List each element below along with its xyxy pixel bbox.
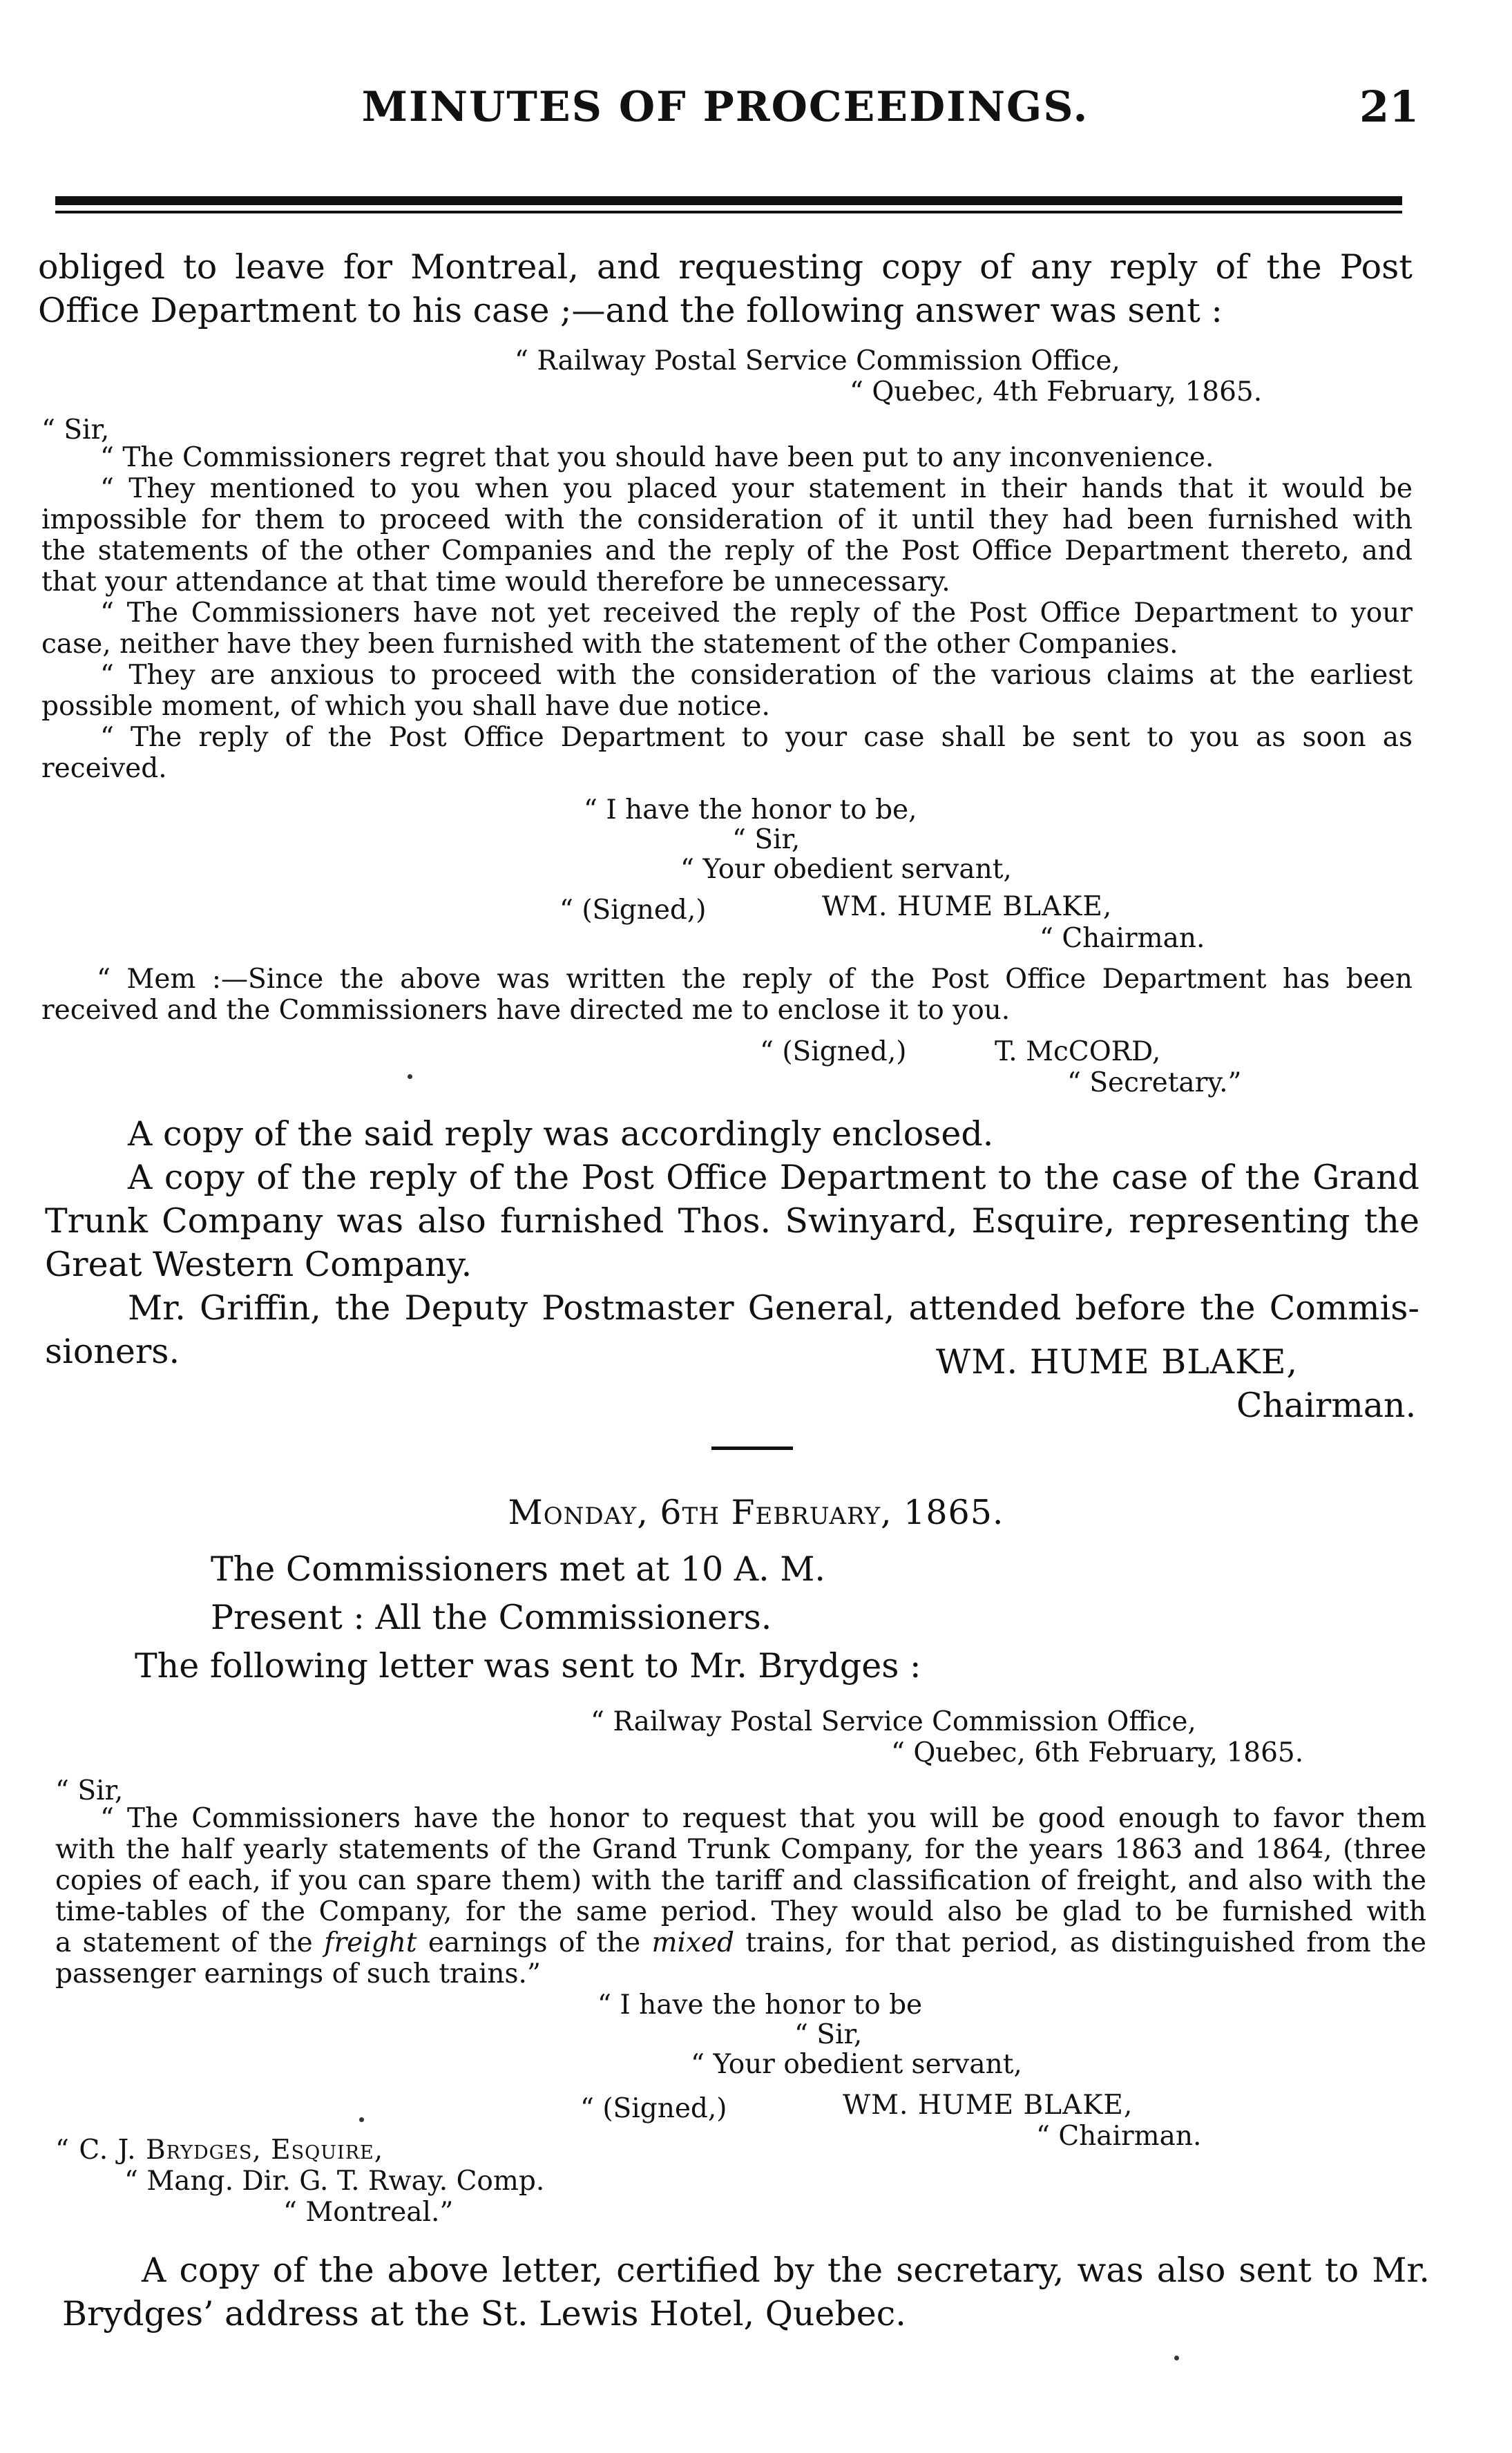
- final-line: A copy of the above letter, certified by the secretary, was also sent to Mr.: [142, 2251, 1430, 2290]
- letter-body-line: “ They mentioned to you when you placed your statement in their hands that it would be: [100, 473, 1413, 504]
- letter2-body-line: time-tables of the Company, for the same period. They would also be glad to be furnished with: [55, 1896, 1426, 1927]
- print-speck: [1174, 2356, 1179, 2360]
- memo: [41, 964, 1413, 1026]
- letter2-body-line: with the half yearly statements of the Grand Trunk Company, for the years 1863 and 1864, (three: [55, 1834, 1426, 1865]
- page-number: 21: [1359, 82, 1419, 132]
- memo-signed-label: “ (Signed,): [760, 1036, 907, 1067]
- letter2-salutation: “ Sir,: [55, 1775, 124, 1806]
- paragraph-line: Trunk Company was also furnished Thos. Swinyard, Esquire, representing the: [45, 1201, 1419, 1241]
- letter-body-line: “ They are anxious to proceed with the consideration of the various claims at the earliest: [100, 660, 1413, 691]
- letter-body-line: impossible for them to proceed with the consideration of it until they had been furnished with: [41, 504, 1413, 535]
- paragraph-line: A copy of the reply of the Post Office Department to the case of the Grand: [128, 1158, 1419, 1197]
- text-line: obliged to leave for Montreal, and requesting copy of any reply of the Post: [38, 247, 1413, 287]
- letter-body-line: “ The reply of the Post Office Department to your case shall be sent to you as soon as: [100, 722, 1413, 753]
- letter2-body-line-emphasis: [55, 1927, 1426, 1958]
- paragraph-line: sioners.: [45, 1332, 180, 1371]
- chairman-title: Chairman.: [1236, 1386, 1417, 1425]
- letter-body: [41, 442, 1413, 784]
- addressee-line: “ Montreal.”: [283, 2197, 454, 2228]
- paragraph-line: A copy of the said reply was accordingly enclosed.: [128, 1114, 994, 1154]
- meeting-line: The Commissioners met at 10 A. M.: [211, 1549, 825, 1589]
- letter-body-line: received.: [41, 753, 167, 784]
- text-span: trains, for that period, as distinguished from the: [745, 1927, 1427, 1958]
- letter2-signatory: WM. HUME BLAKE,: [843, 2090, 1133, 2121]
- letter-salutation: “ Sir,: [41, 414, 110, 446]
- print-speck: [359, 2117, 364, 2122]
- letter-date-line: “ Quebec, 4th February, 1865.: [850, 376, 1263, 408]
- letter-body-line: case, neither have they been furnished with the statement of the other Companies.: [41, 629, 1178, 660]
- memo-line: “ Mem :—Since the above was written the reply of the Post Office Department has been: [97, 964, 1413, 995]
- letter-closing-line: “ I have the honor to be,: [584, 794, 917, 825]
- letter2-closing-line: “ Your obedient servant,: [691, 2049, 1022, 2080]
- date-heading: Monday, 6th February, 1865.: [508, 1493, 1004, 1532]
- letter2-signed-label: “ (Signed,): [580, 2093, 727, 2124]
- chairman-signature: WM. HUME BLAKE,: [936, 1342, 1299, 1382]
- section-divider: [711, 1447, 793, 1450]
- letter2-closing-line: “ I have the honor to be: [597, 1989, 923, 2021]
- letter-office-line: “ Railway Postal Service Commission Office,: [515, 345, 1120, 376]
- letter-body-line: that your attendance at that time would therefore be unnecessary.: [41, 566, 950, 598]
- letter-closing-line: “ Sir,: [732, 824, 801, 855]
- header-rule-thin: [55, 211, 1402, 213]
- signatory-name: WM. HUME BLAKE,: [822, 891, 1113, 922]
- minutes-paragraphs: [45, 1112, 1419, 1373]
- letter2-body: [55, 1803, 1426, 1989]
- header-rule: [55, 196, 1402, 205]
- text-span: earnings of the: [428, 1927, 641, 1958]
- letter2-body-line: “ The Commissioners have the honor to request that you will be good enough to favor them: [100, 1803, 1426, 1834]
- intro-paragraph: [38, 245, 1413, 332]
- print-speck: [408, 1074, 412, 1079]
- paragraph-line: Great Western Company.: [45, 1245, 472, 1284]
- emphasis-mixed: mixed: [651, 1927, 734, 1958]
- letter2-office-line: “ Railway Postal Service Commission Office,: [591, 1706, 1196, 1737]
- letter-sent-line: The following letter was sent to Mr. Brydges :: [135, 1646, 921, 1686]
- letter2-body-line: copies of each, if you can spare them) with the tariff and classification of freight, and also with the: [55, 1865, 1426, 1896]
- memo-signatory: T. McCORD,: [995, 1036, 1161, 1067]
- letter2-closing-line: “ Sir,: [794, 2019, 863, 2050]
- letter-body-line: possible moment, of which you shall have due notice.: [41, 691, 770, 722]
- final-line: Brydges’ address at the St. Lewis Hotel, Quebec.: [62, 2294, 906, 2333]
- addressee-line: “ Mang. Dir. G. T. Rway. Comp.: [124, 2166, 545, 2197]
- final-paragraph: [62, 2249, 1430, 2336]
- addressee-line: “ C. J. Brydges, Esquire,: [55, 2135, 384, 2166]
- letter-body-line: “ The Commissioners regret that you should have been put to any inconvenience.: [100, 442, 1214, 473]
- letter-body-line: the statements of the other Companies and the reply of the Post Office Department thereto, and: [41, 535, 1413, 566]
- paragraph-line: Mr. Griffin, the Deputy Postmaster General, attended before the Commis-: [128, 1288, 1419, 1328]
- letter-body-line: “ The Commissioners have not yet received the reply of the Post Office Department to your: [100, 598, 1413, 629]
- memo-line: received and the Commissioners have directed me to enclose it to you.: [41, 995, 1011, 1026]
- emphasis-freight: freight: [324, 1927, 417, 1958]
- text-span: a statement of the: [55, 1927, 313, 1958]
- present-line: Present : All the Commissioners.: [211, 1598, 772, 1637]
- text-line: Office Department to his case ;—and the following answer was sent :: [38, 291, 1223, 330]
- letter2-signatory-title: “ Chairman.: [1036, 2121, 1202, 2152]
- letter2-body-line: passenger earnings of such trains.”: [55, 1958, 541, 1989]
- running-title: MINUTES OF PROCEEDINGS.: [361, 83, 1089, 131]
- signatory-title: “ Chairman.: [1040, 923, 1205, 954]
- letter-closing-line: “ Your obedient servant,: [680, 854, 1012, 885]
- letter2-date-line: “ Quebec, 6th February, 1865.: [891, 1737, 1304, 1768]
- memo-signatory-title: “ Secretary.”: [1067, 1067, 1242, 1098]
- signed-label: “ (Signed,): [559, 895, 707, 926]
